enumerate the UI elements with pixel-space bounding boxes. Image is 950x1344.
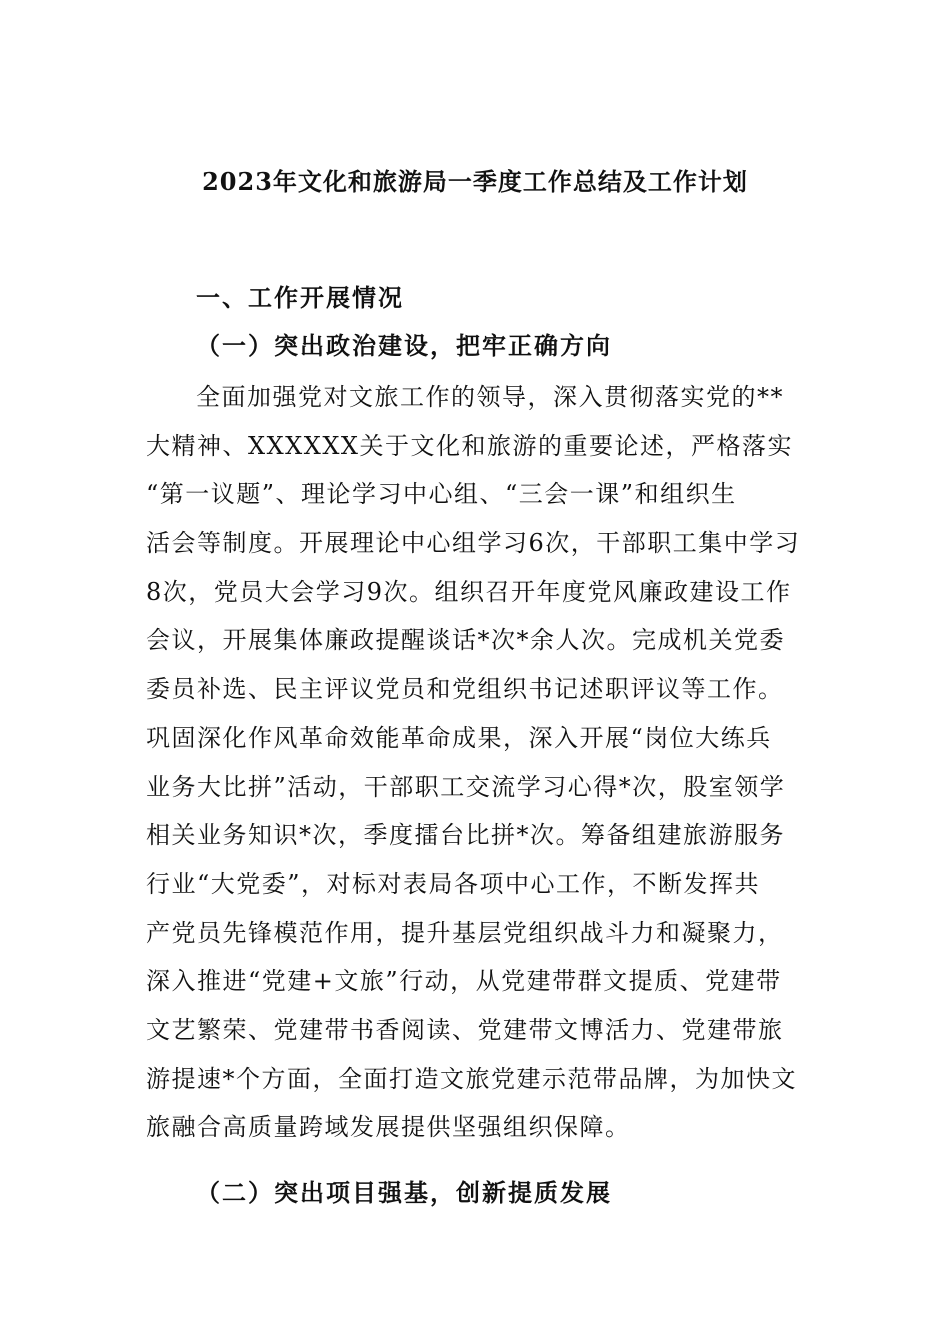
paragraph-line: 相关业务知识*次，季度擂台比拼*次。筹备组建旅游服务 bbox=[146, 821, 785, 850]
document-title: 2023年文化和旅游局一季度工作总结及工作计划 bbox=[202, 167, 748, 196]
paragraph-line: 会议，开展集体廉政提醒谈话*次*余人次。完成机关党委 bbox=[146, 626, 785, 655]
paragraph-line: 委员补选、民主评议党员和党组织书记述职评议等工作。 bbox=[146, 675, 784, 704]
paragraph-line: 活会等制度。开展理论中心组学习6次，干部职工集中学习 bbox=[146, 529, 801, 558]
paragraph-line: 旅融合高质量跨域发展提供坚强组织保障。 bbox=[146, 1113, 631, 1142]
paragraph-line: 产党员先锋模范作用，提升基层党组织战斗力和凝聚力， bbox=[146, 918, 784, 947]
paragraph-line: 深入推进“党建+文旅”行动，从党建带群文提质、党建带 bbox=[146, 967, 782, 996]
paragraph-line: 行业“大党委”，对标对表局各项中心工作，不断发挥共 bbox=[146, 869, 761, 898]
paragraph-line: 文艺繁荣、党建带书香阅读、党建带文博活力、党建带旅 bbox=[146, 1015, 784, 1044]
paragraph-line: 巩固深化作风革命效能革命成果，深入开展“岗位大练兵 bbox=[146, 723, 772, 752]
subsection-heading-2: （二）突出项目强基，创新提质发展 bbox=[196, 1178, 612, 1207]
section-heading-1: 一、工作开展情况 bbox=[196, 283, 404, 312]
paragraph-body bbox=[146, 376, 826, 1155]
paragraph-line: 大精神、XXXXXX关于文化和旅游的重要论述，严格落实 bbox=[146, 431, 794, 460]
subsection-heading-1: （一）突出政治建设，把牢正确方向 bbox=[196, 331, 612, 360]
paragraph-line: 8次，党员大会学习9次。组织召开年度党风廉政建设工作 bbox=[146, 577, 792, 606]
paragraph-line: 业务大比拼”活动，干部职工交流学习心得*次，股室领学 bbox=[146, 772, 786, 801]
paragraph-line: “第一议题”、理论学习中心组、“三会一课”和组织生 bbox=[146, 480, 737, 509]
paragraph-line: 游提速*个方面，全面打造文旅党建示范带品牌，为加快文 bbox=[146, 1064, 797, 1093]
paragraph-line: 全面加强党对文旅工作的领导，深入贯彻落实党的** bbox=[196, 383, 784, 411]
